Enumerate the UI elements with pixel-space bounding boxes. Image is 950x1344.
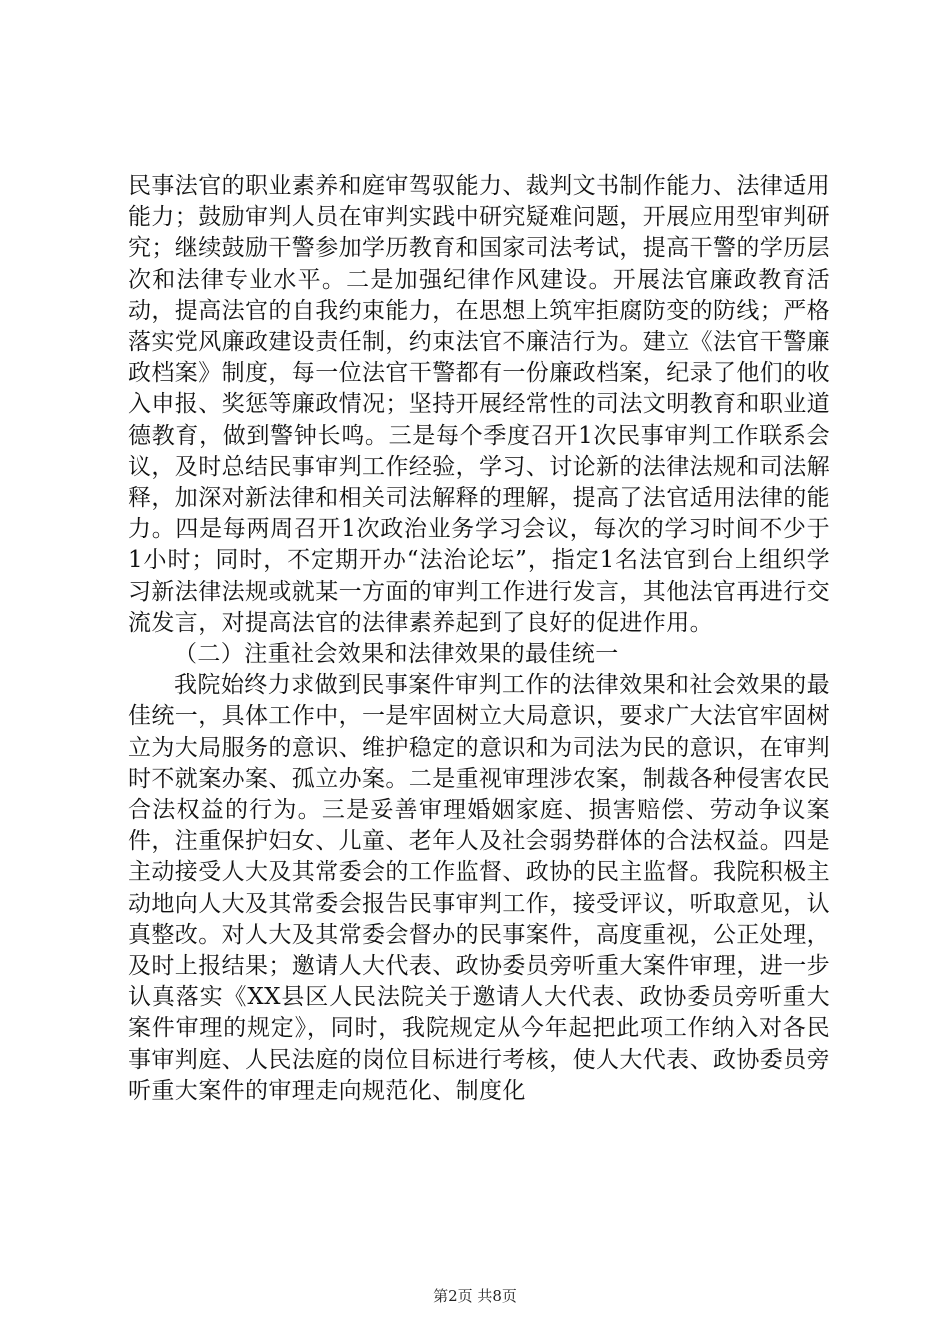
paragraph-continued: 民事法官的职业素养和庭审驾驭能力、裁判文书制作能力、法律适用能力；鼓励审判人员在审判实践中研究疑难问题，开展应用型审判研究；继续鼓励干警参加学历教育和国家司法考试，提高干警的学历层次和法律专业水平。二是加强纪律作风建设。开展法官廉政教育活动，提高法官的自我约束能力，在思想上筑牢拒腐防变的防线；严格落实党风廉政建设责任制，约束法官不廉洁行为。建立《法官干警廉政档案》制度，每一位法官干警都有一份廉政档案，纪录了他们的收入申报、奖惩等廉政情况；坚持开展经常性的司法文明教育和职业道德教育，做到警钟长鸣。三是每个季度召开1次民事审判工作联系会议，及时总结民事审判工作经验，学习、讨论新的法律法规和司法解释，加深对新法律和相关司法解释的理解，提高了法官适用法律的能力。四是每两周召开1次政治业务学习会议，每次的学习时间不少于1小时；同时，不定期开办“法治论坛”，指定1名法官到台上组织学习新法律法规或就某一方面的审判工作进行发言，其他法官再进行交流发言，对提高法官的法律素养起到了良好的促进作用。 [128,173,830,636]
paragraph-body: 我院始终力求做到民事案件审判工作的法律效果和社会效果的最佳统一，具体工作中，一是牢固树立大局意识，要求广大法官牢固树立为大局服务的意识、维护稳定的意识和为司法为民的意识，在审判时不就案办案、孤立办案。二是重视审理涉农案，制裁各种侵害农民合法权益的行为。三是妥善审理婚姻家庭、损害赔偿、劳动争议案件，注重保护妇女、儿童、老年人及社会弱势群体的合法权益。四是主动接受人大及其常委会的工作监督、政协的民主监督。我院积极主动地向人大及其常委会报告民事审判工作，接受评议，听取意见，认真整改。对人大及其常委会督办的民事案件，高度重视，公正处理，及时上报结果；邀请人大代表、政协委员旁听重大案件审理，进一步认真落实《XX县区人民法院关于邀请人大代表、政协委员旁听重大案件审理的规定》，同时，我院规定从今年起把此项工作纳入对各民事审判庭、人民法庭的岗位目标进行考核，使人大代表、政协委员旁听重大案件的审理走向规范化、制度化 [128,672,830,1104]
section-heading: （二）注重社会效果和法律效果的最佳统一 [174,641,619,668]
page-number-footer: 第2页 共8页 [433,1287,517,1305]
document-body [128,171,830,1107]
